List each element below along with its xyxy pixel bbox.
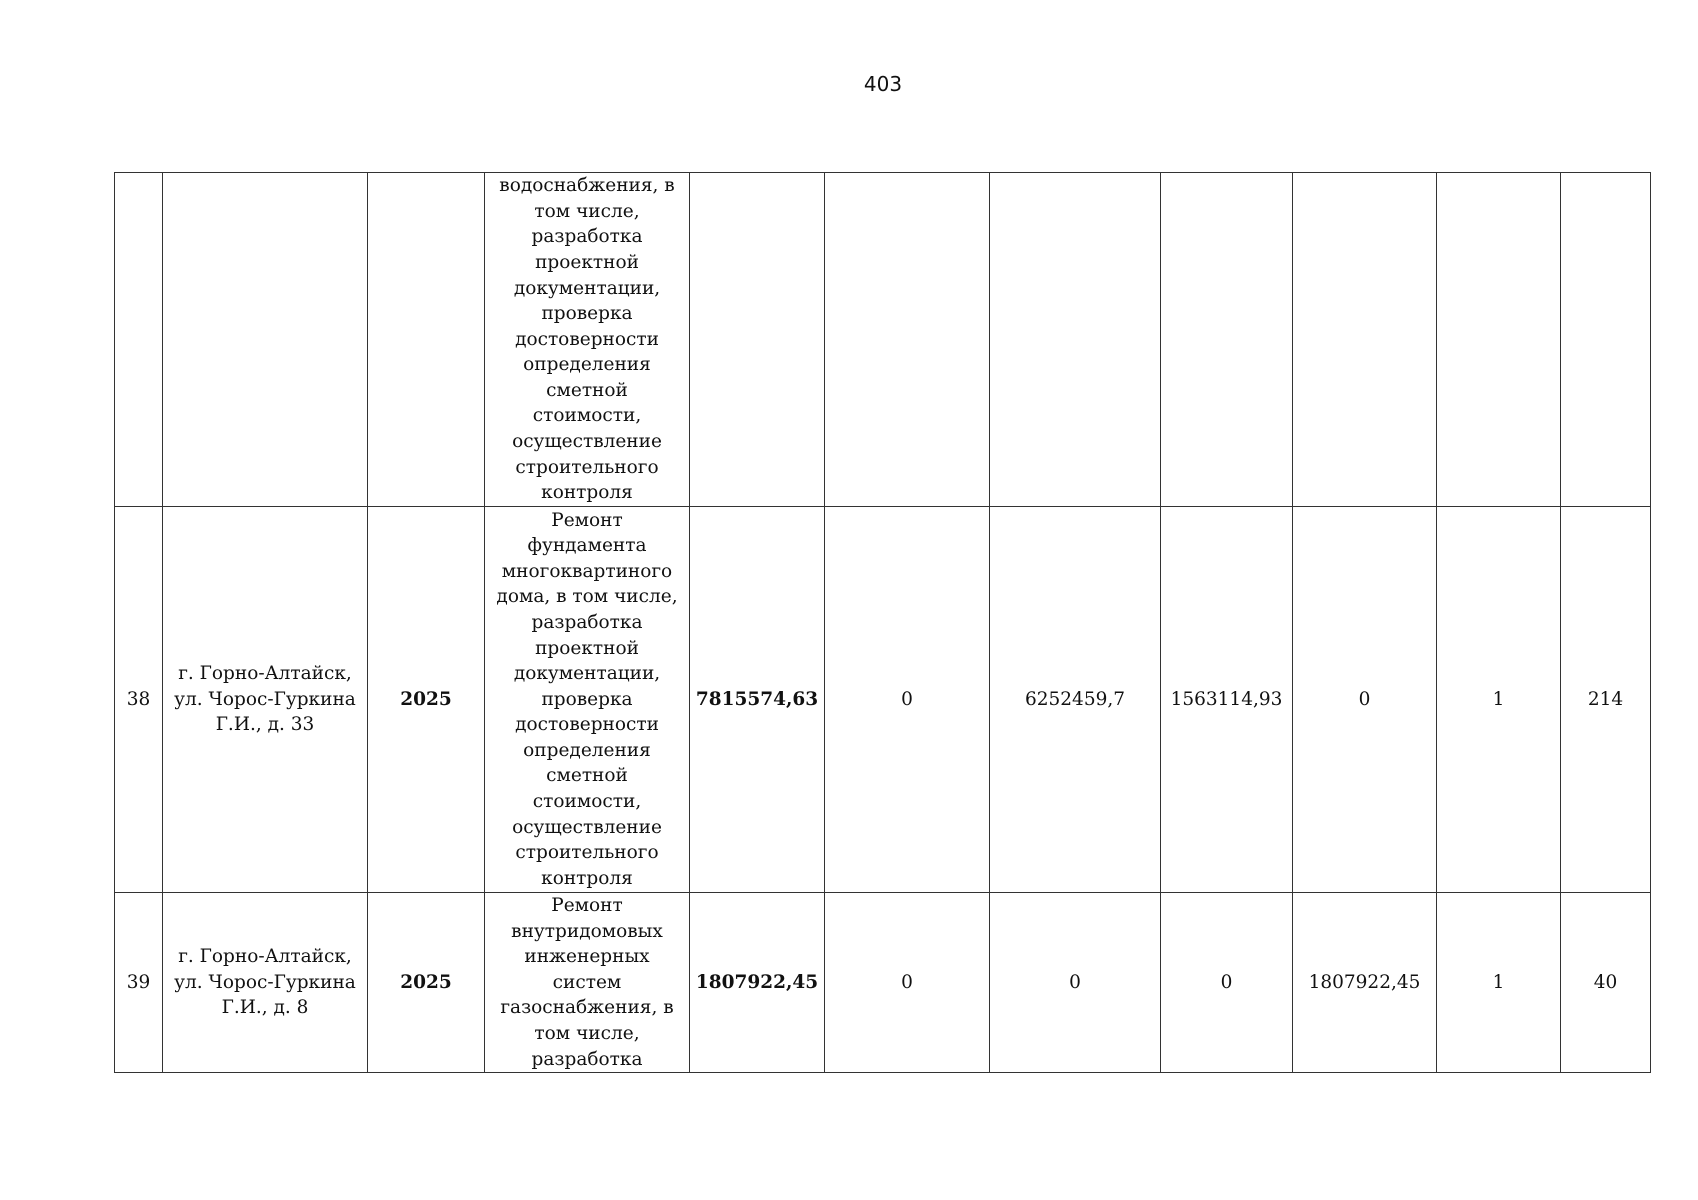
- text-line: газоснабжения, в: [500, 997, 674, 1019]
- text-line: том числе,: [534, 1022, 640, 1044]
- cost-cell: [1161, 173, 1293, 507]
- cost-cell: 0: [990, 893, 1161, 1073]
- work-type-cell: [485, 893, 690, 1073]
- count-cell: 1: [1437, 893, 1561, 1073]
- page-number: 403: [863, 72, 903, 96]
- cost-cell: 1807922,45: [1293, 893, 1437, 1073]
- count-cell: 214: [1561, 507, 1651, 893]
- cost-cell: 0: [825, 507, 990, 893]
- work-type-lines: [489, 508, 685, 892]
- address-lines: [167, 661, 363, 738]
- work-type-lines: [489, 893, 685, 1072]
- text-line: разработка: [531, 1048, 643, 1070]
- cost-cell: 0: [825, 893, 990, 1073]
- text-line: фундамента: [527, 535, 647, 557]
- count-cell: [1561, 173, 1651, 507]
- year-cell: [368, 173, 485, 507]
- cost-cell: 0: [1293, 507, 1437, 893]
- text-line: разработка: [531, 226, 643, 248]
- text-line: многоквартиного: [501, 560, 673, 582]
- text-line: разработка: [531, 611, 643, 633]
- text-line: контроля: [541, 482, 633, 504]
- table-row: [115, 507, 1651, 893]
- text-line: дома, в том числе,: [496, 586, 678, 608]
- text-line: осуществление: [512, 816, 662, 838]
- text-line: г. Горно-Алтайск,: [178, 946, 352, 968]
- text-line: стоимости,: [532, 791, 642, 813]
- row-number-cell: 38: [115, 507, 163, 893]
- work-type-lines: [489, 173, 685, 506]
- cost-cell: 6252459,7: [990, 507, 1161, 893]
- year-cell: 2025: [368, 893, 485, 1073]
- text-line: водоснабжения, в: [499, 175, 675, 197]
- cost-cell: 0: [1161, 893, 1293, 1073]
- text-line: контроля: [541, 867, 633, 889]
- text-line: строительного: [515, 842, 659, 864]
- work-type-cell: [485, 507, 690, 893]
- text-line: достоверности: [515, 714, 659, 736]
- text-line: строительного: [515, 456, 659, 478]
- table-row: [115, 173, 1651, 507]
- text-line: проектной: [535, 637, 639, 659]
- total-cost-cell: 1807922,45: [690, 893, 825, 1073]
- year-cell: 2025: [368, 507, 485, 893]
- text-line: достоверности: [515, 328, 659, 350]
- text-line: сметной: [546, 765, 628, 787]
- text-line: г. Горно-Алтайск,: [178, 663, 352, 685]
- count-cell: [1437, 173, 1561, 507]
- address-cell: [163, 893, 368, 1073]
- text-line: документации,: [513, 277, 661, 299]
- count-cell: 1: [1437, 507, 1561, 893]
- total-cost-cell: 7815574,63: [690, 507, 825, 893]
- cost-cell: [990, 173, 1161, 507]
- count-cell: 40: [1561, 893, 1651, 1073]
- row-number-cell: [115, 173, 163, 507]
- work-type-cell: [485, 173, 690, 507]
- cost-cell: 1563114,93: [1161, 507, 1293, 893]
- text-line: осуществление: [512, 431, 662, 453]
- text-line: инженерных: [524, 946, 650, 968]
- text-line: проектной: [535, 251, 639, 273]
- table-row: [115, 893, 1651, 1073]
- text-line: Ремонт: [551, 509, 623, 531]
- text-line: Ремонт: [551, 895, 623, 916]
- text-line: систем: [552, 971, 622, 993]
- text-line: Г.И., д. 33: [215, 714, 315, 736]
- text-line: Г.И., д. 8: [221, 997, 309, 1019]
- text-line: стоимости,: [532, 405, 642, 427]
- text-line: ул. Чорос-Гуркина: [174, 971, 356, 993]
- text-line: том числе,: [534, 200, 640, 222]
- address-cell: [163, 507, 368, 893]
- text-line: определения: [523, 354, 651, 376]
- text-line: сметной: [546, 379, 628, 401]
- text-line: внутридомовых: [511, 920, 663, 942]
- text-line: проверка: [541, 688, 633, 710]
- cost-cell: [1293, 173, 1437, 507]
- text-line: определения: [523, 739, 651, 761]
- row-number-cell: 39: [115, 893, 163, 1073]
- cost-cell: [825, 173, 990, 507]
- text-line: ул. Чорос-Гуркина: [174, 688, 356, 710]
- text-line: проверка: [541, 303, 633, 325]
- text-line: документации,: [513, 663, 661, 685]
- address-lines: [167, 944, 363, 1021]
- work-schedule-table: [114, 172, 1651, 1073]
- address-cell: [163, 173, 368, 507]
- total-cost-cell: [690, 173, 825, 507]
